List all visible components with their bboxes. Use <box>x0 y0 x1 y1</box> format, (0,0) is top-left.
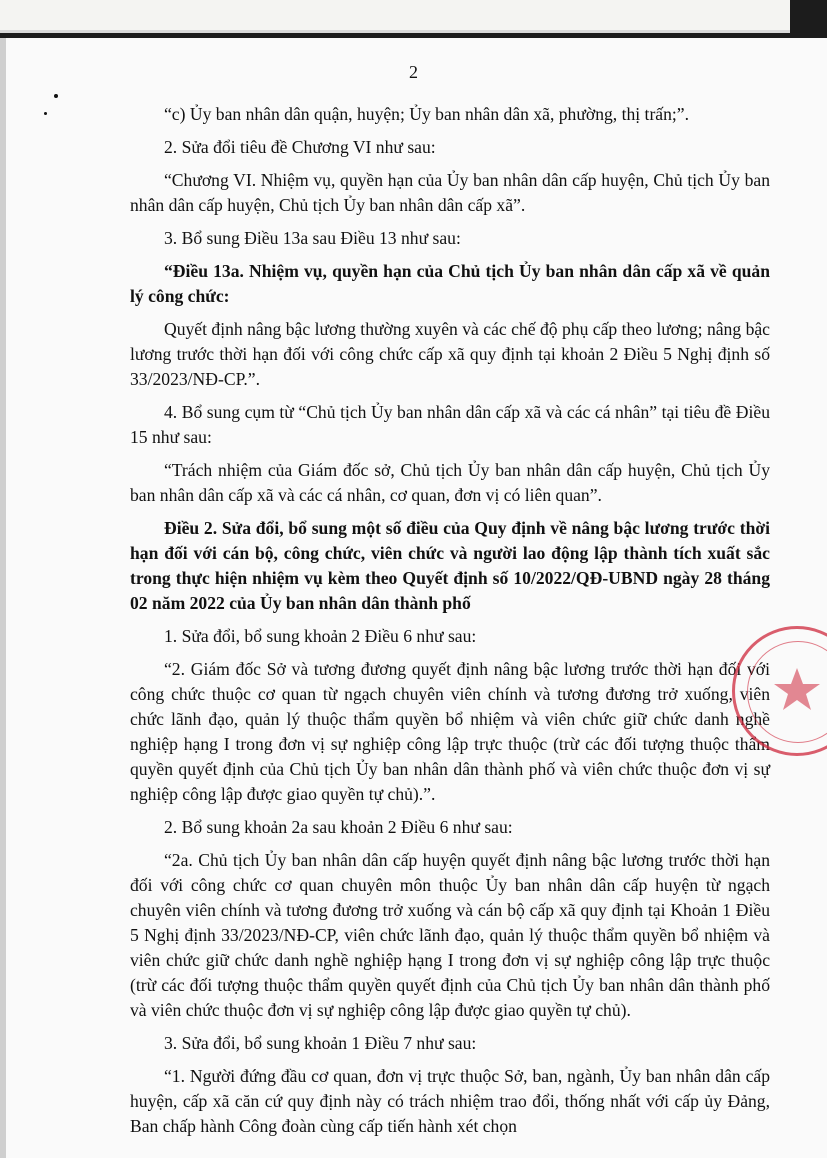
paragraph-p10: “2. Giám đốc Sở và tương đương quyết định nâng bậc lương trước thời hạn đối với công chức thuộc cơ quan từ ngạch chuyên viên chính và tương đương trở xuống, viên chức lãnh đạo, quản lý thuộc thẩm quyền bổ nhiệm và viên chức giữ chức danh nghề nghiệp hạng I trong đơn vị sự nghiệp công lập trực thuộc (trừ các đối tượng thuộc thẩm quyền quyết định của Chủ tịch Ủy ban nhân dân thành phố và viên chức thuộc đơn vị sự nghiệp công lập được giao quyền tự chủ).”. <box>130 659 770 804</box>
scan-speck <box>44 112 47 115</box>
article-2-heading: Điều 2. Sửa đổi, bổ sung một số điều của Quy định về nâng bậc lương trước thời hạn đối với cán bộ, công chức, viên chức và người lao động lập thành tích xuất sắc trong thực hiện nhiệm vụ kèm theo Quyết định số 10/2022/QĐ-UBND ngày 28 tháng 02 năm 2022 của Ủy ban nhân dân thành phố <box>130 518 770 613</box>
document-page <box>0 38 827 1158</box>
page-number: 2 <box>409 62 418 82</box>
paragraph-p3: 3. Bổ sung Điều 13a sau Điều 13 như sau: <box>164 228 461 248</box>
paragraph-p5: Quyết định nâng bậc lương thường xuyên và các chế độ phụ cấp theo lương; nâng bậc lương trước thời hạn đối với công chức cấp xã quy định tại khoản 2 Điều 5 Nghị định số 33/2023/NĐ-CP.”. <box>130 319 770 389</box>
article-13a-heading: “Điều 13a. Nhiệm vụ, quyền hạn của Chủ tịch Ủy ban nhân dân cấp xã về quản lý công chức: <box>130 261 770 306</box>
paragraph-p6: 4. Bổ sung cụm từ “Chủ tịch Ủy ban nhân dân cấp xã và các cá nhân” tại tiêu đề Điều 15 như sau: <box>130 402 770 447</box>
seal-star-icon <box>732 626 827 756</box>
paragraph-p13: 3. Sửa đổi, bổ sung khoản 1 Điều 7 như sau: <box>164 1033 477 1053</box>
scan-speck <box>54 94 58 98</box>
paragraph-p9: 1. Sửa đổi, bổ sung khoản 2 Điều 6 như sau: <box>164 626 477 646</box>
paragraph-p11: 2. Bổ sung khoản 2a sau khoản 2 Điều 6 như sau: <box>164 817 513 837</box>
official-seal-stamp <box>732 626 827 756</box>
paragraph-p0: “c) Ủy ban nhân dân quận, huyện; Ủy ban nhân dân xã, phường, thị trấn;”. <box>164 104 690 124</box>
paragraph-p2: “Chương VI. Nhiệm vụ, quyền hạn của Ủy ban nhân dân cấp huyện, Chủ tịch Ủy ban nhân dân cấp huyện, Chủ tịch Ủy ban nhân dân cấp xã”. <box>130 170 770 215</box>
paragraph-p1: 2. Sửa đổi tiêu đề Chương VI như sau: <box>164 137 436 157</box>
document-body <box>130 102 770 1147</box>
previous-page-edge <box>0 0 790 33</box>
paragraph-p12: “2a. Chủ tịch Ủy ban nhân dân cấp huyện quyết định nâng bậc lương trước thời hạn đối với công chức cơ quan chuyên môn thuộc Ủy ban nhân dân cấp huyện từ ngạch chuyên viên chính và tương đương trở xuống và cán bộ cấp xã quy định tại Khoản 1 Điều 5 Nghị định 33/2023/NĐ-CP, viên chức lãnh đạo, quản lý thuộc thẩm quyền bổ nhiệm và viên chức giữ chức danh nghề nghiệp hạng I trong đơn vị sự nghiệp công lập trực thuộc (trừ các đối tượng thuộc thẩm quyền quyết định của Chủ tịch Ủy ban nhân dân thành phố và viên chức thuộc đơn vị sự nghiệp công lập được giao quyền tự chủ). <box>130 850 770 1020</box>
paragraph-p14: “1. Người đứng đầu cơ quan, đơn vị trực thuộc Sở, ban, ngành, Ủy ban nhân dân cấp huyện, cấp xã căn cứ quy định này có trách nhiệm trao đổi, thống nhất với cấp ủy Đảng, Ban chấp hành Công đoàn cùng cấp tiến hành xét chọn <box>130 1066 770 1136</box>
paragraph-p7: “Trách nhiệm của Giám đốc sở, Chủ tịch Ủy ban nhân dân cấp huyện, Chủ tịch Ủy ban nhân dân cấp xã và các cá nhân, cơ quan, đơn vị có liên quan”. <box>130 460 770 505</box>
